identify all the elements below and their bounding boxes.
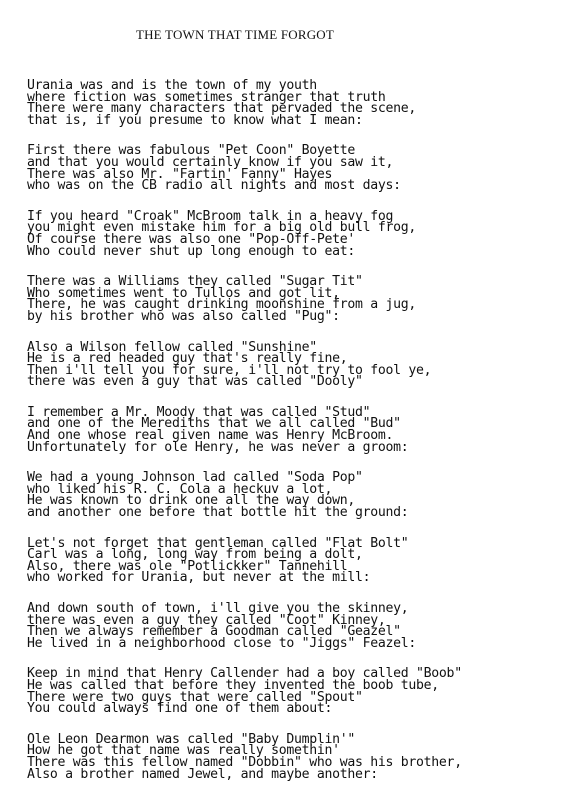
poem-line: Of course there was also one "Pop-Off-Pete' [27, 231, 356, 247]
poem-line: Then i'll tell you for sure, i'll not try to fool ye, [27, 362, 432, 378]
poem-line: Who sometimes went to Tullos and got lit, [27, 285, 340, 301]
poem-line: and another one before that bottle hit the ground: [27, 505, 409, 521]
stanza [27, 143, 572, 194]
poem-line: And down south of town, i'll give you the skinney, [27, 601, 409, 616]
poem-line: You could always find one of them about: [27, 701, 333, 717]
poem-line: There was a Williams they called "Sugar Tit" [27, 274, 363, 290]
poem-line: He lived in a neighborhood close to "Jiggs" Feazel: [27, 635, 417, 651]
poem-line: He was called that before they invented the boob tube, [27, 677, 439, 693]
stanza [27, 339, 572, 390]
poem-line: Also a Wilson fellow called "Sunshine" [27, 339, 317, 355]
poem-line: There were two guys that were called "Spout" [27, 689, 363, 705]
poem-line: Who could never shut up long enough to eat: [27, 243, 356, 259]
stanza [27, 731, 572, 782]
poem-line: there was even a guy that was called "Dooly" [27, 374, 363, 390]
poem-line: He is a red headed guy that's really fine, [27, 351, 348, 367]
poem-line: How he got that name was really somethin' [27, 743, 340, 759]
document-title: THE TOWN THAT TIME FORGOT [135, 27, 335, 42]
poem-line: and one of the Merediths that we all called "Bud" [27, 416, 401, 432]
poem-line: where fiction was sometimes stranger that truth [27, 89, 386, 105]
poem-line: Ole Leon Dearmon was called "Baby Dumplin'" [27, 731, 356, 747]
poem-line: There was this fellow named "Dobbin" who was his brother, [27, 754, 462, 770]
stanza [27, 603, 572, 649]
poem-line: If you heard "Croak" McBroom talk in a heavy fog [27, 208, 394, 224]
poem-line: Let's not forget that gentleman called "Flat Bolt" [27, 535, 409, 551]
stanza [27, 470, 572, 521]
poem-line: Carl was a long, long way from being a dolt, [27, 547, 363, 563]
poem-line: Also a brother named Jewel, and maybe another: [27, 766, 378, 782]
poem-line: Then we always remember a Goodman called "Geazel" [27, 624, 401, 640]
poem-line: And one whose real given name was Henry McBroom. [27, 428, 394, 444]
poem-line: I remember a Mr. Moody that was called "Stud" [27, 404, 371, 420]
poem-line: Also, there was ole "Potlickker" Tannehill [27, 558, 348, 574]
poem-line: and that you would certainly know if you saw it, [27, 154, 394, 170]
poem-line: First there was fabulous "Pet Coon" Boyette [27, 143, 356, 159]
poem-line: by his brother who was also called "Pug": [27, 308, 340, 324]
poem-line: who was on the CB radio all nights and most days: [27, 178, 401, 194]
poem-line: There was also Mr. "Fartin' Fanny" Hayes [27, 166, 333, 182]
poem-line: who worked for Urania, but never at the mill: [27, 570, 371, 586]
stanza [27, 404, 572, 455]
poem-line: There were many characters that pervaded the scene, [27, 101, 417, 117]
poem-line: Keep in mind that Henry Callender had a boy called "Boob" [27, 666, 462, 682]
poem-body [27, 80, 572, 799]
poem-line: There, he was caught drinking moonshine from a jug, [27, 297, 417, 313]
poem-line: you might even mistake him for a big old bull frog, [27, 220, 417, 236]
poem-line: Unfortunately for ole Henry, he was never a groom: [27, 439, 409, 455]
poem-line: We had a young Johnson lad called "Soda Pop" [27, 470, 363, 486]
poem-line: who liked his R. C. Cola a heckuv a lot, [27, 481, 333, 497]
stanza [27, 666, 572, 717]
poem-line: Urania was and is the town of my youth [27, 78, 317, 93]
stanza [27, 276, 572, 322]
poem-line: that is, if you presume to know what I mean: [27, 112, 363, 128]
poem-line: there was even a guy they called "Coot" Kinney, [27, 612, 386, 628]
poem-line: He was known to drink one all the way down, [27, 493, 356, 509]
stanza [27, 208, 572, 259]
stanza [27, 80, 572, 126]
stanza [27, 535, 572, 586]
